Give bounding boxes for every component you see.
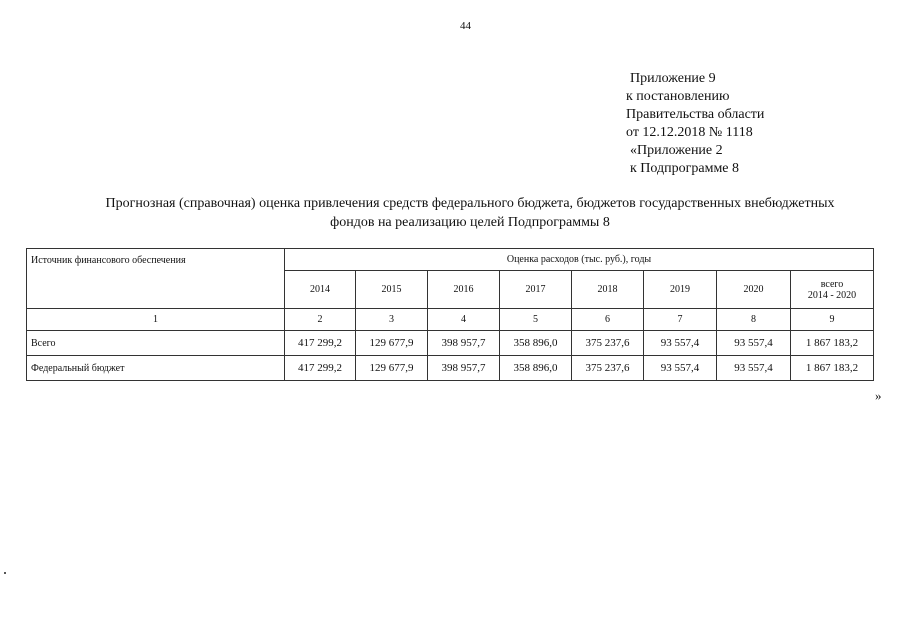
appendix-block — [626, 70, 764, 178]
year-header: 2017 — [500, 271, 572, 309]
title-line: Прогнозная (справочная) оценка привлечения средств федерального бюджета, бюджетов государственных внебюджетных — [105, 196, 835, 211]
column-number: 6 — [572, 309, 644, 331]
table-row — [27, 331, 874, 356]
cell-value: 358 896,0 — [500, 331, 572, 356]
year-header: 2016 — [428, 271, 500, 309]
cell-value: 129 677,9 — [356, 331, 428, 356]
year-header: 2018 — [572, 271, 644, 309]
column-number: 3 — [356, 309, 428, 331]
column-number: 8 — [717, 309, 791, 331]
cell-value: 375 237,6 — [572, 356, 644, 381]
total-header-line: всего — [820, 278, 844, 290]
cell-value: 375 237,6 — [572, 331, 644, 356]
year-header: 2014 — [285, 271, 356, 309]
funding-table — [26, 248, 874, 381]
table-row — [27, 356, 874, 381]
year-header: 2020 — [717, 271, 791, 309]
appendix-line: «Приложение 2 — [630, 143, 723, 158]
document-title — [40, 194, 900, 232]
cell-value: 358 896,0 — [500, 356, 572, 381]
appendix-line: Правительства области — [626, 107, 765, 122]
cell-value: 417 299,2 — [285, 331, 356, 356]
cell-value: 417 299,2 — [285, 356, 356, 381]
column-number: 9 — [791, 309, 874, 331]
cell-value: 129 677,9 — [356, 356, 428, 381]
cell-value: 1 867 183,2 — [791, 331, 874, 356]
total-header — [791, 271, 874, 309]
total-header-line: 2014 - 2020 — [807, 289, 857, 301]
year-header: 2015 — [356, 271, 428, 309]
column-number: 2 — [285, 309, 356, 331]
cell-value: 93 557,4 — [644, 331, 717, 356]
appendix-line: Приложение 9 — [630, 71, 716, 86]
cell-value: 398 957,7 — [428, 331, 500, 356]
column-number: 1 — [27, 309, 285, 331]
cell-value: 1 867 183,2 — [791, 356, 874, 381]
row-label: Федеральный бюджет — [27, 356, 285, 381]
appendix-line: к постановлению — [626, 89, 730, 104]
closing-quote: » — [875, 388, 882, 403]
title-line: фондов на реализацию целей Подпрограммы 8 — [330, 215, 610, 230]
appendix-line: от 12.12.2018 № 1118 — [626, 125, 753, 140]
cell-value: 93 557,4 — [717, 331, 791, 356]
scan-mark — [4, 572, 6, 574]
appendix-line: к Подпрограмме 8 — [630, 161, 740, 176]
column-number: 7 — [644, 309, 717, 331]
column-number: 5 — [500, 309, 572, 331]
cell-value: 398 957,7 — [428, 356, 500, 381]
page-number: 44 — [460, 20, 471, 32]
row-label: Всего — [27, 331, 285, 356]
source-header: Источник финансового обеспечения — [27, 249, 285, 309]
year-header: 2019 — [644, 271, 717, 309]
cell-value: 93 557,4 — [644, 356, 717, 381]
cell-value: 93 557,4 — [717, 356, 791, 381]
column-number: 4 — [428, 309, 500, 331]
estimate-header: Оценка расходов (тыс. руб.), годы — [285, 249, 874, 271]
